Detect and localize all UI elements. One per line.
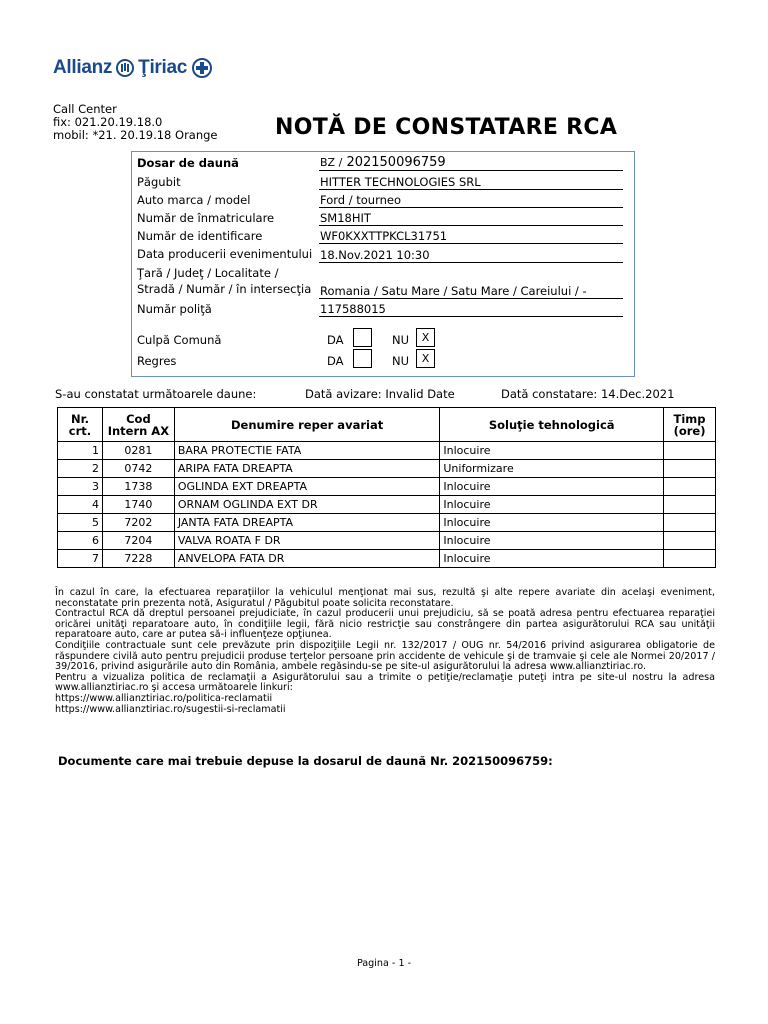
cell-nr: 3 — [58, 478, 103, 496]
cell-timp — [664, 460, 716, 478]
table-row — [58, 550, 716, 568]
cell-cod: 7204 — [102, 532, 174, 550]
daune-constatate-text: S-au constatat următoarele daune: — [55, 387, 257, 401]
logo-brand-allianz: Allianz — [53, 57, 113, 78]
header-solutie: Soluţie tehnologică — [440, 408, 664, 442]
header-denumire: Denumire reper avariat — [174, 408, 440, 442]
cell-timp — [664, 550, 716, 568]
cell-solutie: Inlocuire — [440, 532, 664, 550]
header-cod-intern: Cod Intern AX — [102, 408, 174, 442]
culpa-da-checkbox[interactable] — [353, 328, 372, 347]
location-value: Romania / Satu Mare / Satu Mare / Careiului / - — [319, 284, 623, 299]
cell-nr: 6 — [58, 532, 103, 550]
cell-denumire: BARA PROTECTIE FATA — [174, 442, 440, 460]
call-center-title: Call Center — [53, 102, 117, 116]
cell-timp — [664, 478, 716, 496]
dosar-value — [319, 155, 623, 171]
cell-denumire: ANVELOPA FATA DR — [174, 550, 440, 568]
culpa-nu-checkbox[interactable]: X — [416, 328, 435, 347]
data-producerii-label: Data producerii evenimentului — [137, 247, 313, 261]
cell-cod: 7228 — [102, 550, 174, 568]
culpa-comuna-label: Culpă Comună — [137, 333, 222, 347]
auto-marca-value: Ford / tourneo — [319, 193, 623, 208]
nr-identificare-label: Număr de identificare — [137, 229, 263, 243]
table-row — [58, 460, 716, 478]
polita-value: 117588015 — [319, 302, 623, 317]
cell-solutie: Inlocuire — [440, 442, 664, 460]
location-label-line2: Stradă / Număr / în intersecţia — [137, 282, 312, 296]
cell-denumire: ORNAM OGLINDA EXT DR — [174, 496, 440, 514]
cell-denumire: VALVA ROATA F DR — [174, 532, 440, 550]
cell-timp — [664, 496, 716, 514]
nr-inmatriculare-value: SM18HIT — [319, 211, 623, 226]
dosar-label: Dosar de daună — [137, 156, 239, 170]
cell-nr: 4 — [58, 496, 103, 514]
cell-nr: 7 — [58, 550, 103, 568]
cell-nr: 5 — [58, 514, 103, 532]
documents-heading: Documente care mai trebuie depuse la dosarul de daună Nr. 202150096759: — [58, 754, 553, 768]
polita-label: Număr poliţă — [137, 302, 212, 316]
cell-cod: 0742 — [102, 460, 174, 478]
regres-da-label: DA — [327, 354, 344, 368]
cell-cod: 7202 — [102, 514, 174, 532]
cell-denumire: JANTA FATA DREAPTA — [174, 514, 440, 532]
cell-cod: 0281 — [102, 442, 174, 460]
cell-denumire: ARIPA FATA DREAPTA — [174, 460, 440, 478]
table-row — [58, 532, 716, 550]
cell-denumire: OGLINDA EXT DREAPTA — [174, 478, 440, 496]
cell-cod: 1738 — [102, 478, 174, 496]
tiriac-cross-icon — [192, 58, 212, 78]
table-row — [58, 442, 716, 460]
data-producerii-value: 18.Nov.2021 10:30 — [319, 248, 623, 263]
location-label-line1: Ţară / Judeţ / Localitate / — [137, 266, 279, 280]
regres-label: Regres — [137, 354, 177, 368]
table-row — [58, 496, 716, 514]
call-center-fix: fix: 021.20.19.18.0 — [53, 115, 163, 129]
cell-solutie: Inlocuire — [440, 496, 664, 514]
cell-solutie: Inlocuire — [440, 478, 664, 496]
cell-cod: 1740 — [102, 496, 174, 514]
pagubit-label: Păgubit — [137, 175, 181, 189]
cell-nr: 2 — [58, 460, 103, 478]
table-row — [58, 478, 716, 496]
regres-da-checkbox[interactable] — [353, 349, 372, 368]
table-header-row — [58, 408, 716, 442]
logo-brand-tiriac: Ţiriac — [138, 57, 188, 78]
culpa-da-label: DA — [327, 333, 344, 347]
dosar-prefix: BZ / — [320, 156, 343, 169]
allianz-eagle-icon — [116, 59, 134, 77]
call-center-info — [53, 103, 218, 142]
header-timp: Timp (ore) — [664, 408, 716, 442]
link-politica-reclamatii[interactable]: https://www.allianztiriac.ro/politica-reclamatii — [55, 692, 273, 704]
legal-contract-rca: Contractul RCA dă dreptul persoanei prejudiciate, în cazul producerii unui prejudiciu, să se poată adresa pentru efectuarea reparaţiei oricărei unităţi reparatoare auto, în condiţiile legii, fără nicio restricţie sau constrângere din partea asigurătorului RCA sau unităţii reparatoare auto, care ar putea să-i influenţeze opţiunea. — [55, 608, 715, 641]
header-nr-crt: Nr. crt. — [58, 408, 103, 442]
data-constatare-text: Dată constatare: 14.Dec.2021 — [501, 387, 675, 401]
data-avizare-text: Dată avizare: Invalid Date — [305, 387, 455, 401]
cell-solutie: Inlocuire — [440, 514, 664, 532]
legal-notice — [55, 588, 715, 715]
cell-solutie: Inlocuire — [440, 550, 664, 568]
call-center-mobil: mobil: *21. 20.19.18 Orange — [53, 128, 218, 142]
legal-reconstatare: În cazul în care, la efectuarea reparaţiilor la vehiculul menţionat mai sus, rezultă şi alte repere avariate din acelaşi eveniment, neconstatate prin prezenta notă, Asiguratul / Păgubitul poate solicita reconstatare. — [55, 587, 715, 609]
cell-timp — [664, 532, 716, 550]
auto-marca-label: Auto marca / model — [137, 193, 251, 207]
legal-conditii: Condiţiile contractuale sunt cele prevăzute prin dispoziţiile Legii nr. 132/2017 / OUG nr. 54/2016 privind asigurarea obligatorie de răspundere civilă auto pentru prejudicii produse terţelor persoane prin accidente de vehicule şi de tramvaie şi cele ale Normei 20/2017 / 39/2016, privind asigurările auto din România, ambele regăsindu-se pe site-ul asigurătorului la adresa www.allianztiriac.ro. — [55, 639, 715, 673]
nr-identificare-value: WF0KXXTTPKCL31751 — [319, 229, 623, 244]
cell-timp — [664, 514, 716, 532]
pagubit-value: HITTER TECHNOLOGIES SRL — [319, 175, 623, 190]
cell-timp — [664, 442, 716, 460]
dosar-number: 202150096759 — [346, 155, 446, 170]
legal-reclamatii: Pentru a vizualiza politica de reclamaţii a Asigurătorului sau a trimite o petiţie/reclamaţie puteţi intra pe site-ul nostru la adresa www.allianztiriac.ro şi accesa următoarele linkuri: — [55, 671, 715, 694]
page-number: Pagina - 1 - — [356, 958, 412, 969]
culpa-nu-label: NU — [392, 333, 410, 347]
company-logo — [53, 54, 212, 82]
table-row — [58, 514, 716, 532]
damages-table — [57, 407, 716, 568]
cell-nr: 1 — [58, 442, 103, 460]
link-sugestii-reclamatii[interactable]: https://www.allianztiriac.ro/sugestii-si-reclamatii — [55, 703, 286, 715]
nr-inmatriculare-label: Număr de înmatriculare — [137, 211, 275, 225]
regres-nu-label: NU — [392, 354, 410, 368]
document-title: NOTĂ DE CONSTATARE RCA — [275, 115, 618, 140]
cell-solutie: Uniformizare — [440, 460, 664, 478]
regres-nu-checkbox[interactable]: X — [416, 349, 435, 368]
